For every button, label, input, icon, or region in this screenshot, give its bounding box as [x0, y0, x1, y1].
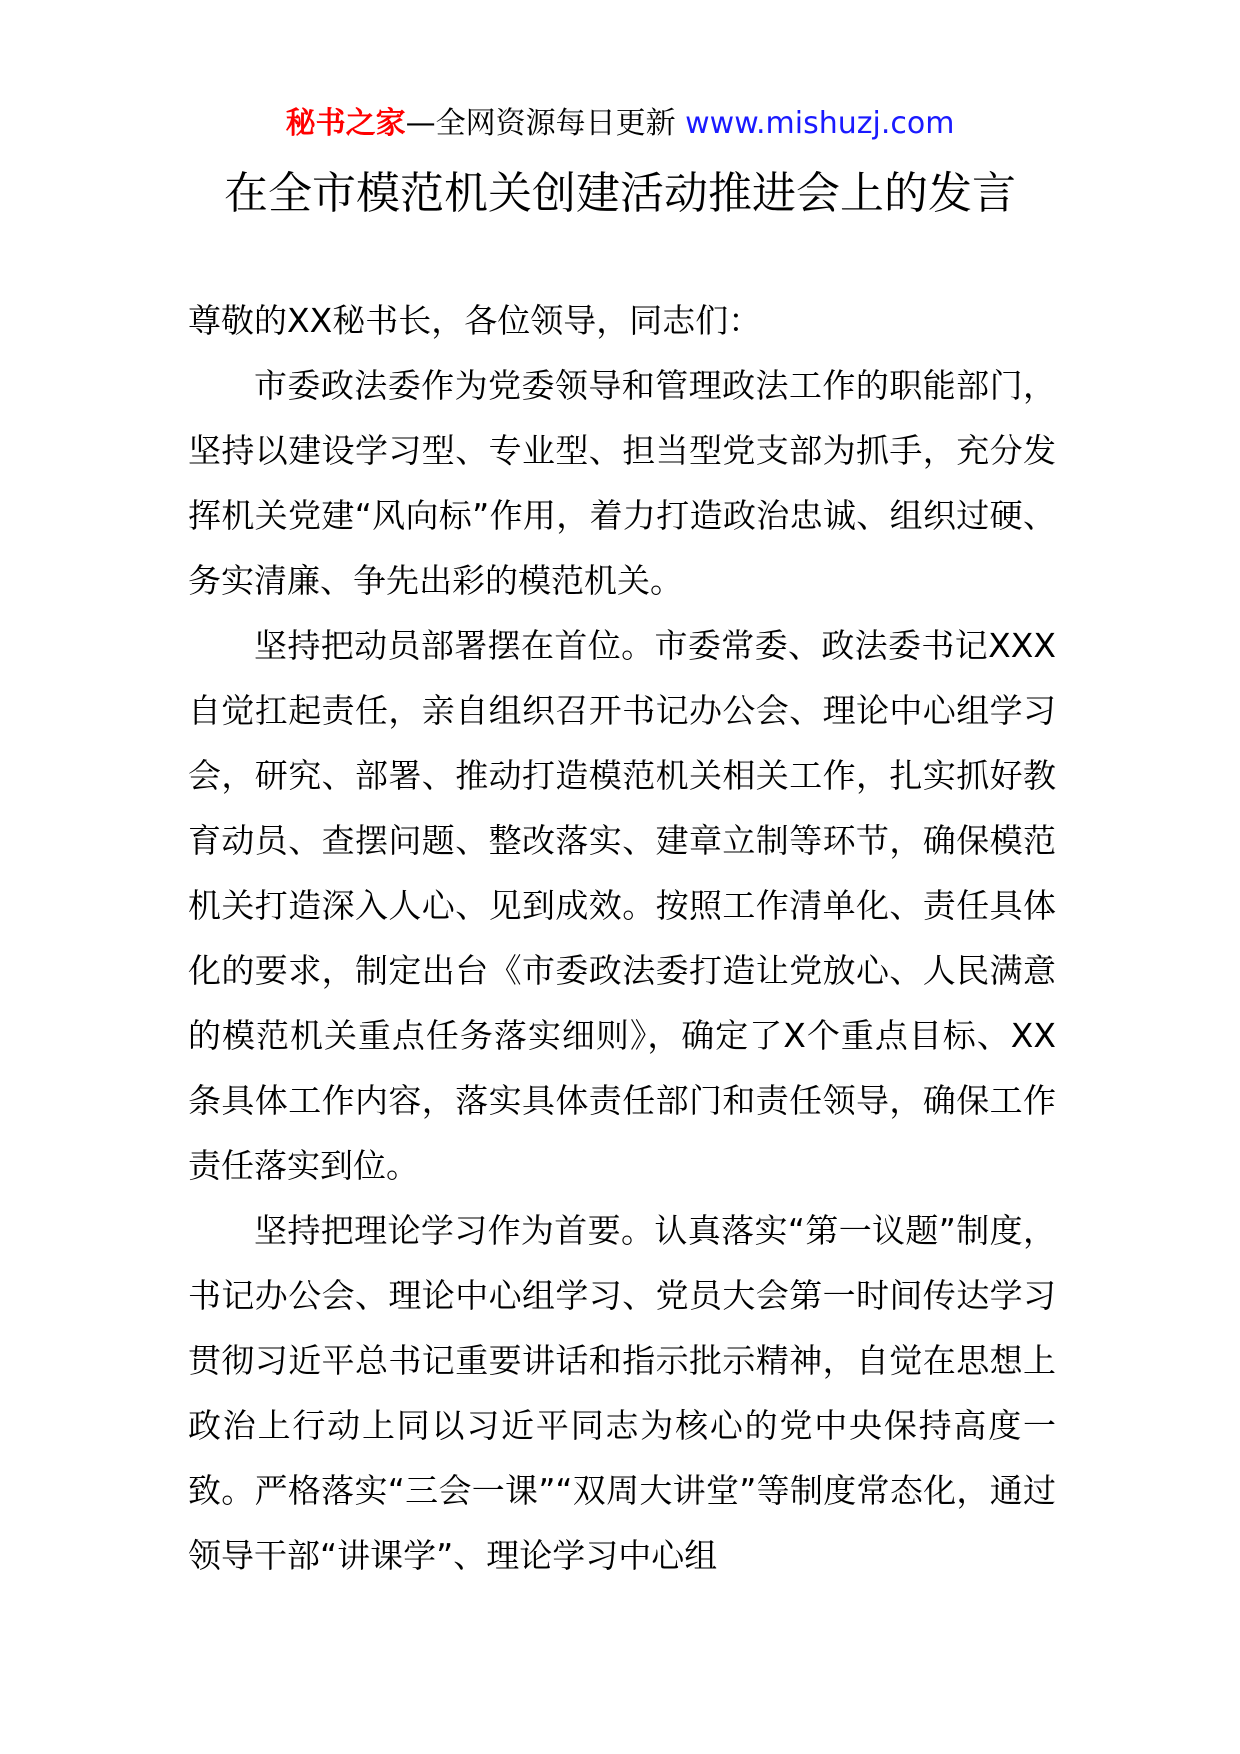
- body-paragraph: 坚持把理论学习作为首要。认真落实“第一议题”制度，书记办公会、理论中心组学习、党员大会第一时间传达学习贯彻习近平总书记重要讲话和指示批示精神，自觉在思想上政治上行动上同以习近平同志为核心的党中央保持高度一致。严格落实“三会一课”“双周大讲堂”等制度常态化，通过领导干部“讲课学”、理论学习中心组: [188, 1211, 1056, 1575]
- site-url-link[interactable]: www.mishuzj.com: [685, 106, 955, 141]
- site-header: [0, 100, 1240, 148]
- body-paragraph: 坚持把动员部署摆在首位。市委常委、政法委书记XXX自觉扛起责任，亲自组织召开书记办公会、理论中心组学习会，研究、部署、推动打造模范机关相关工作，扎实抓好教育动员、查摆问题、整改落实、建章立制等环节，确保模范机关打造深入人心、见到成效。按照工作清单化、责任具体化的要求，制定出台《市委政法委打造让党放心、人民满意的模范机关重点任务落实细则》，确定了X个重点目标、XX条具体工作内容，落实具体责任部门和责任领导，确保工作责任落实到位。: [188, 626, 1056, 1185]
- header-tagline: —全网资源每日更新: [405, 106, 686, 141]
- body-paragraph: 市委政法委作为党委领导和管理政法工作的职能部门，坚持以建设学习型、专业型、担当型党支部为抓手，充分发挥机关党建“风向标”作用，着力打造政治忠诚、组织过硬、务实清廉、争先出彩的模范机关。: [188, 366, 1056, 600]
- brand-name: 秘书之家: [285, 106, 406, 141]
- salutation: 尊敬的XX秘书长，各位领导，同志们：: [188, 301, 762, 340]
- document-body: [188, 288, 1056, 1588]
- document-title: 在全市模范机关创建活动推进会上的发言: [224, 168, 1016, 219]
